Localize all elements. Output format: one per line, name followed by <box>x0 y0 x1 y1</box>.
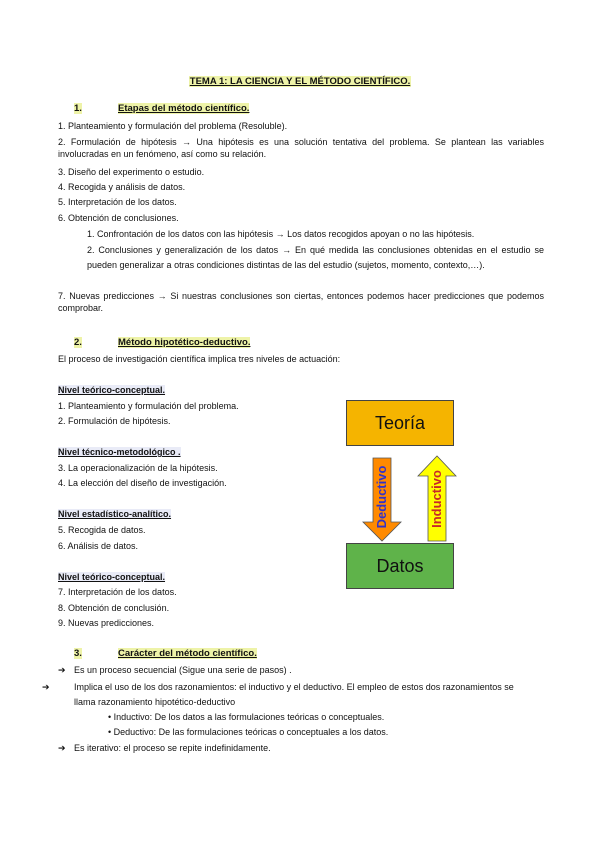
deductive-label: Deductivo <box>374 465 389 529</box>
list-item: 3. Diseño del experimento o estudio. <box>58 167 205 177</box>
section-1-heading: 1. Etapas del método científico. <box>74 103 250 114</box>
deductive-arrow-icon <box>363 458 401 541</box>
list-item: 5. Recogida de datos. <box>58 525 146 535</box>
section-3-heading: 3. Carácter del método científico. <box>74 648 257 659</box>
page-title: TEMA 1: LA CIENCIA Y EL MÉTODO CIENTÍFICO. <box>189 76 411 87</box>
arrow-bullet-item: ➔ Implica el uso de los dos razonamientos: el inductivo y el deductivo. El empleo de estos dos razonamientos se llama razonamiento hipotético-deductivo <box>42 682 514 707</box>
list-item: 4. La elección del diseño de investigación. <box>58 478 227 488</box>
arrow-bullet-item: ➔ Es un proceso secuencial (Sigue una serie de pasos) . <box>58 665 292 675</box>
list-item: 2. Formulación de hipótesis → Una hipótesis es una solución tentativa del problema. Se plantean las variables involucradas en un fenómeno, así como su relación. <box>58 137 544 159</box>
list-item: 7. Nuevas predicciones → Si nuestras conclusiones son ciertas, entonces podemos hacer predicciones que podemos comprobar. <box>58 291 544 313</box>
arrow-icon: ➔ <box>42 682 50 692</box>
level-heading: Nivel teórico-conceptual. <box>58 385 166 395</box>
sub-list-item: 1. Confrontación de los datos con las hipótesis → Los datos recogidos apoyan o no las hipótesis. <box>87 229 475 239</box>
bullet-icon: • <box>108 727 114 737</box>
list-item: 5. Interpretación de los datos. <box>58 197 177 207</box>
arrow-bullet-item: ➔ Es iterativo: el proceso se repite indefinidamente. <box>58 743 271 753</box>
theory-box: Teoría <box>346 400 454 446</box>
list-item: 2. Formulación de hipótesis. <box>58 416 171 426</box>
list-item: 7. Interpretación de los datos. <box>58 587 177 597</box>
level-heading: Nivel técnico-metodológico . <box>58 447 181 457</box>
section-2-heading: 2. Método hipotético-deductivo. <box>74 337 251 348</box>
list-item: 6. Obtención de conclusiones. <box>58 213 179 223</box>
bullet-icon: • <box>108 712 114 722</box>
list-item: 3. La operacionalización de la hipótesis. <box>58 463 218 473</box>
level-heading: Nivel teórico-conceptual. <box>58 572 166 582</box>
inductive-arrow-icon <box>418 456 456 541</box>
list-item: 1. Planteamiento y formulación del problema (Resoluble). <box>58 121 288 131</box>
list-item: 9. Nuevas predicciones. <box>58 618 155 628</box>
theory-data-diagram <box>346 400 458 590</box>
data-box: Datos <box>346 543 454 589</box>
list-item: 1. Planteamiento y formulación del problema. <box>58 401 239 411</box>
arrow-icon: ➔ <box>58 743 66 753</box>
sub-list-item: 2. Conclusiones y generalización de los datos → En qué medida las conclusiones obtenidas en el estudio se pueden generalizar a otras condiciones distintas de las del estudio (sujetos, momento, contexto,…). <box>87 245 544 270</box>
list-item: 4. Recogida y análisis de datos. <box>58 182 186 192</box>
arrow-icon: ➔ <box>58 665 66 675</box>
sub-bullet-item: • Deductivo: De las formulaciones teóricas o conceptuales a los datos. <box>108 727 389 737</box>
inductive-label: Inductivo <box>429 470 444 528</box>
section-2-intro: El proceso de investigación científica implica tres niveles de actuación: <box>58 354 341 364</box>
level-heading: Nivel estadístico-analítico. <box>58 509 172 519</box>
list-item: 6. Análisis de datos. <box>58 541 139 551</box>
list-item: 8. Obtención de conclusión. <box>58 603 170 613</box>
sub-bullet-item: • Inductivo: De los datos a las formulaciones teóricas o conceptuales. <box>108 712 385 722</box>
